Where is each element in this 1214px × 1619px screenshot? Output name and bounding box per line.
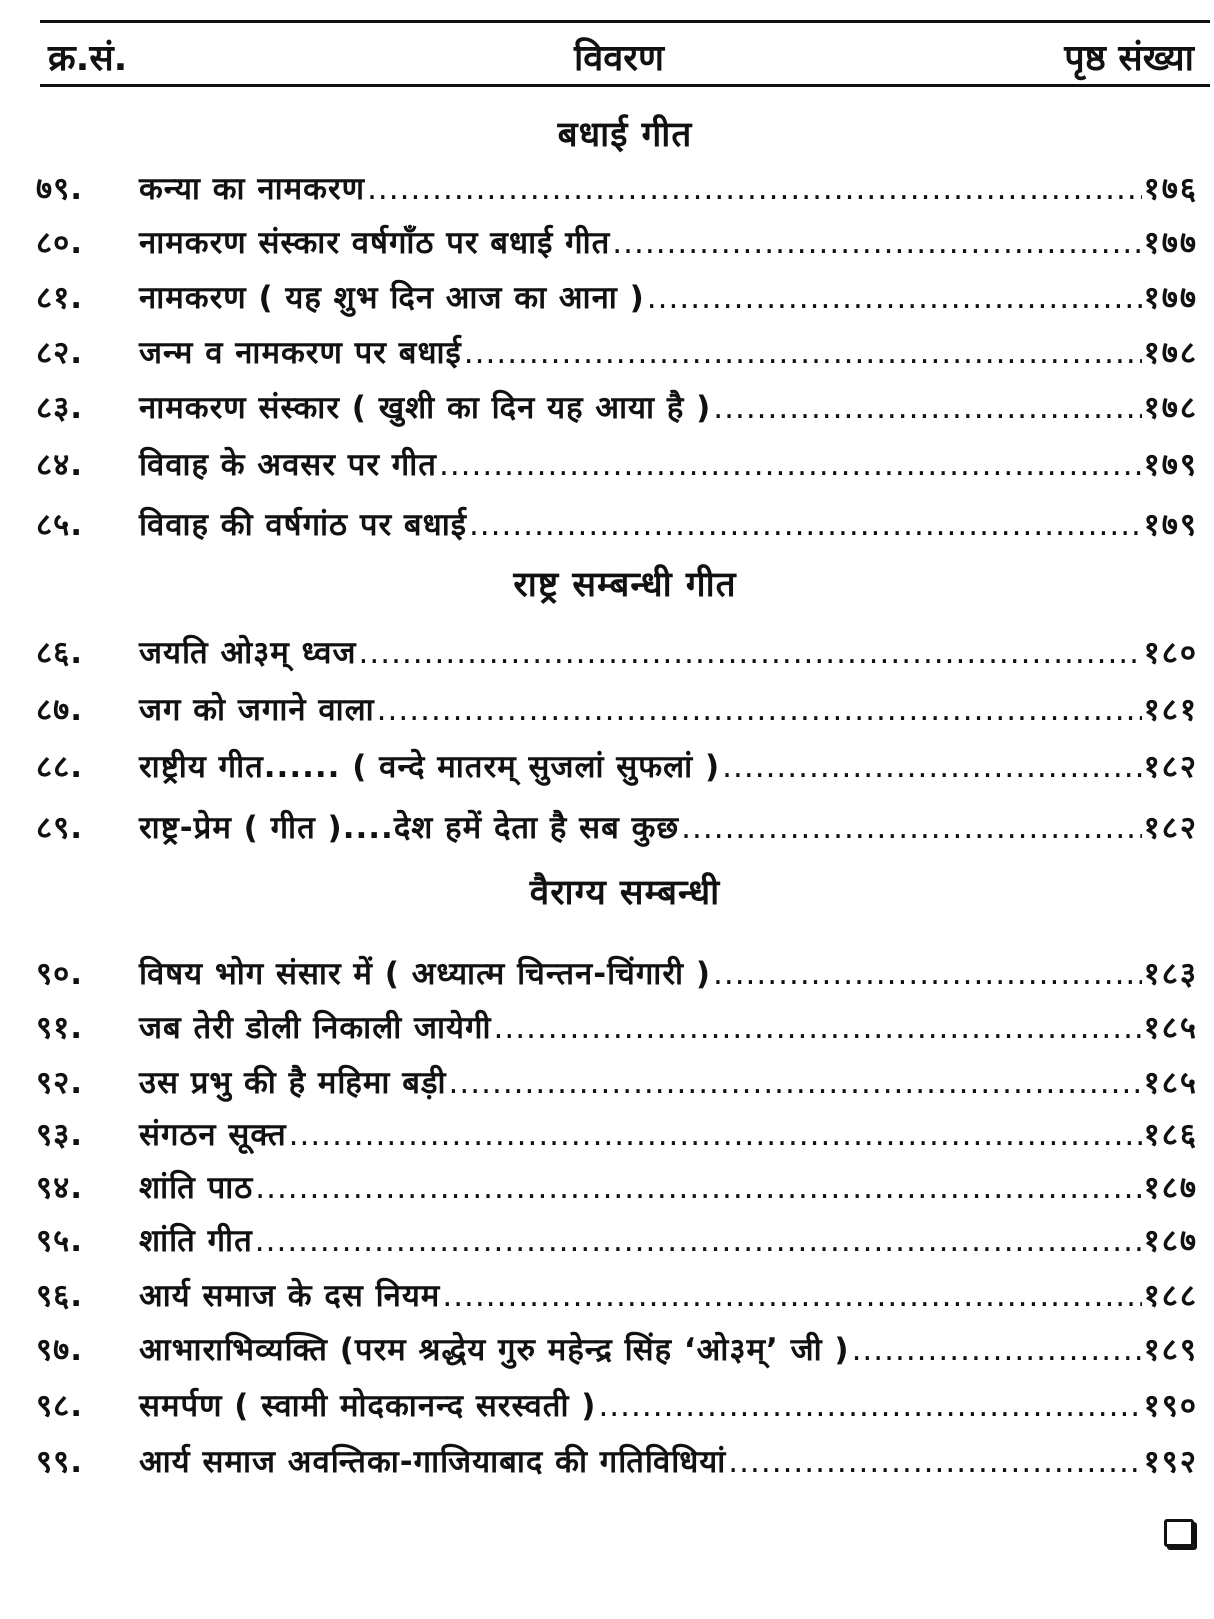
entry-number: ९७. — [36, 1332, 84, 1368]
entry-page: १७९ — [1143, 507, 1198, 543]
dot-leader — [439, 447, 1142, 483]
entry-title: समर्पण ( स्वामी मोदकानन्द सरस्वती ) — [139, 1388, 597, 1424]
dot-leader — [852, 1332, 1142, 1368]
header-rule — [40, 84, 1210, 87]
top-rule — [40, 20, 1210, 23]
dot-leader — [713, 390, 1141, 426]
dot-leader — [449, 1065, 1142, 1101]
dot-leader — [289, 1117, 1142, 1153]
entry-title: नामकरण संस्कार वर्षगाँठ पर बधाई गीत — [139, 225, 611, 261]
entry-title: जयति ओ३म् ध्वज — [139, 635, 357, 671]
toc-entry — [36, 443, 1198, 493]
entry-title: जग को जगाने वाला — [139, 692, 375, 728]
dot-leader — [359, 635, 1142, 671]
entry-number: ८९. — [36, 810, 84, 846]
entry-title: राष्ट्रीय गीत...... ( वन्दे मातरम् सुजलां सुफलां ) — [139, 749, 721, 785]
entry-page: १८९ — [1143, 1332, 1198, 1368]
entry-title: राष्ट्र-प्रेम ( गीत )....देश हमें देता है सब कुछ — [139, 810, 680, 846]
dot-leader — [612, 225, 1141, 261]
toc-entry — [36, 745, 1198, 795]
entry-number: ७९. — [36, 171, 84, 207]
section-title-vairagya: वैराग्य सम्बन्धी — [529, 873, 721, 913]
entry-page: १८२ — [1143, 749, 1198, 785]
entry-page: १८८ — [1143, 1278, 1198, 1314]
toc-entry — [36, 331, 1198, 381]
entry-number: ८६. — [36, 635, 84, 671]
dot-leader — [367, 171, 1142, 207]
entry-number: ९३. — [36, 1117, 84, 1153]
entry-page: १८३ — [1143, 956, 1198, 992]
entry-title: विवाह के अवसर पर गीत — [139, 447, 437, 483]
toc-entry — [36, 1166, 1198, 1216]
toc-entry — [36, 276, 1198, 326]
toc-entry — [36, 167, 1198, 217]
entry-title: नामकरण ( यह शुभ दिन आज का आना ) — [139, 280, 645, 316]
entry-title: आर्य समाज अवन्तिका-गाजियाबाद की गतिविधियां — [139, 1444, 727, 1480]
entry-title: जब तेरी डोली निकाली जायेगी — [139, 1010, 492, 1046]
entry-page: १९२ — [1143, 1444, 1198, 1480]
toc-entry — [36, 1061, 1198, 1111]
entry-number: ८५. — [36, 507, 84, 543]
entry-page: १७८ — [1143, 335, 1198, 371]
entry-number: ८२. — [36, 335, 84, 371]
toc-entry — [36, 1274, 1198, 1324]
entry-title: संगठन सूक्त — [139, 1117, 287, 1153]
entry-title: उस प्रभु की है महिमा बड़ी — [139, 1065, 447, 1101]
entry-number: ८४. — [36, 447, 84, 483]
end-square-icon — [1164, 1519, 1194, 1547]
toc-entry — [36, 806, 1198, 856]
entry-title: शांति गीत — [139, 1223, 253, 1259]
entry-number: ९९. — [36, 1444, 84, 1480]
entry-page: १७७ — [1143, 225, 1198, 261]
entry-title: नामकरण संस्कार ( खुशी का दिन यह आया है ) — [139, 390, 712, 426]
dot-leader — [647, 280, 1142, 316]
entry-page: १७६ — [1143, 171, 1198, 207]
section-title-rashtra-geet: राष्ट्र सम्बन्धी गीत — [513, 565, 737, 605]
toc-entry — [36, 952, 1198, 1002]
dot-leader — [255, 1223, 1142, 1259]
toc-entry — [36, 1219, 1198, 1269]
header-serial-number: क्र.सं. — [48, 38, 128, 79]
dot-leader — [713, 956, 1142, 992]
entry-title: विवाह की वर्षगांठ पर बधाई — [139, 507, 467, 543]
entry-page: १७९ — [1143, 447, 1198, 483]
entry-title: कन्या का नामकरण — [139, 171, 366, 207]
entry-number: ८१. — [36, 280, 84, 316]
dot-leader — [494, 1010, 1142, 1046]
toc-entry — [36, 631, 1198, 681]
entry-title: शांति पाठ — [139, 1170, 254, 1206]
dot-leader — [681, 810, 1141, 846]
toc-entry — [36, 503, 1198, 553]
dot-leader — [598, 1388, 1141, 1424]
dot-leader — [442, 1278, 1141, 1314]
entry-page: १८६ — [1143, 1117, 1198, 1153]
entry-number: ९२. — [36, 1065, 84, 1101]
entry-number: ९०. — [36, 956, 84, 992]
entry-page: १७८ — [1143, 390, 1198, 426]
entry-number: ८७. — [36, 692, 84, 728]
entry-page: १८५ — [1143, 1010, 1198, 1046]
entry-number: ९४. — [36, 1170, 84, 1206]
header-description: विवरण — [573, 38, 665, 79]
header-page-number: पृष्ठ संख्या — [1064, 38, 1194, 79]
entry-page: १८७ — [1143, 1170, 1198, 1206]
dot-leader — [728, 1444, 1141, 1480]
dot-leader — [722, 749, 1141, 785]
dot-leader — [255, 1170, 1141, 1206]
entry-page: १८२ — [1143, 810, 1198, 846]
entry-page: १८१ — [1143, 692, 1198, 728]
entry-number: ९१. — [36, 1010, 84, 1046]
toc-entry — [36, 1113, 1198, 1163]
dot-leader — [464, 335, 1142, 371]
entry-number: ८८. — [36, 749, 84, 785]
entry-number: ८३. — [36, 390, 84, 426]
table-header — [44, 26, 1194, 84]
toc-entry — [36, 688, 1198, 738]
dot-leader — [377, 692, 1142, 728]
toc-entry — [36, 221, 1198, 271]
entry-page: १८० — [1143, 635, 1198, 671]
entry-page: १७७ — [1143, 280, 1198, 316]
entry-number: ८०. — [36, 225, 84, 261]
entry-title: आर्य समाज के दस नियम — [139, 1278, 441, 1314]
entry-number: ९५. — [36, 1223, 84, 1259]
entry-page: १८७ — [1143, 1223, 1198, 1259]
entry-title: आभाराभिव्यक्ति (परम श्रद्धेय गुरु महेन्द्र सिंह ‘ओ३म्’ जी ) — [139, 1332, 850, 1368]
entry-page: १८५ — [1143, 1065, 1198, 1101]
entry-title: जन्म व नामकरण पर बधाई — [139, 335, 462, 371]
toc-entry — [36, 1440, 1198, 1490]
entry-number: ९६. — [36, 1278, 84, 1314]
entry-title: विषय भोग संसार में ( अध्यात्म चिन्तन-चिंगारी ) — [139, 956, 711, 992]
dot-leader — [469, 507, 1142, 543]
toc-entry — [36, 386, 1198, 436]
toc-entry — [36, 1328, 1198, 1378]
toc-entry — [36, 1384, 1198, 1434]
entry-number: ९८. — [36, 1388, 84, 1424]
toc-entry — [36, 1006, 1198, 1056]
entry-page: १९० — [1143, 1388, 1198, 1424]
section-title-badhai-geet: बधाई गीत — [557, 115, 693, 155]
